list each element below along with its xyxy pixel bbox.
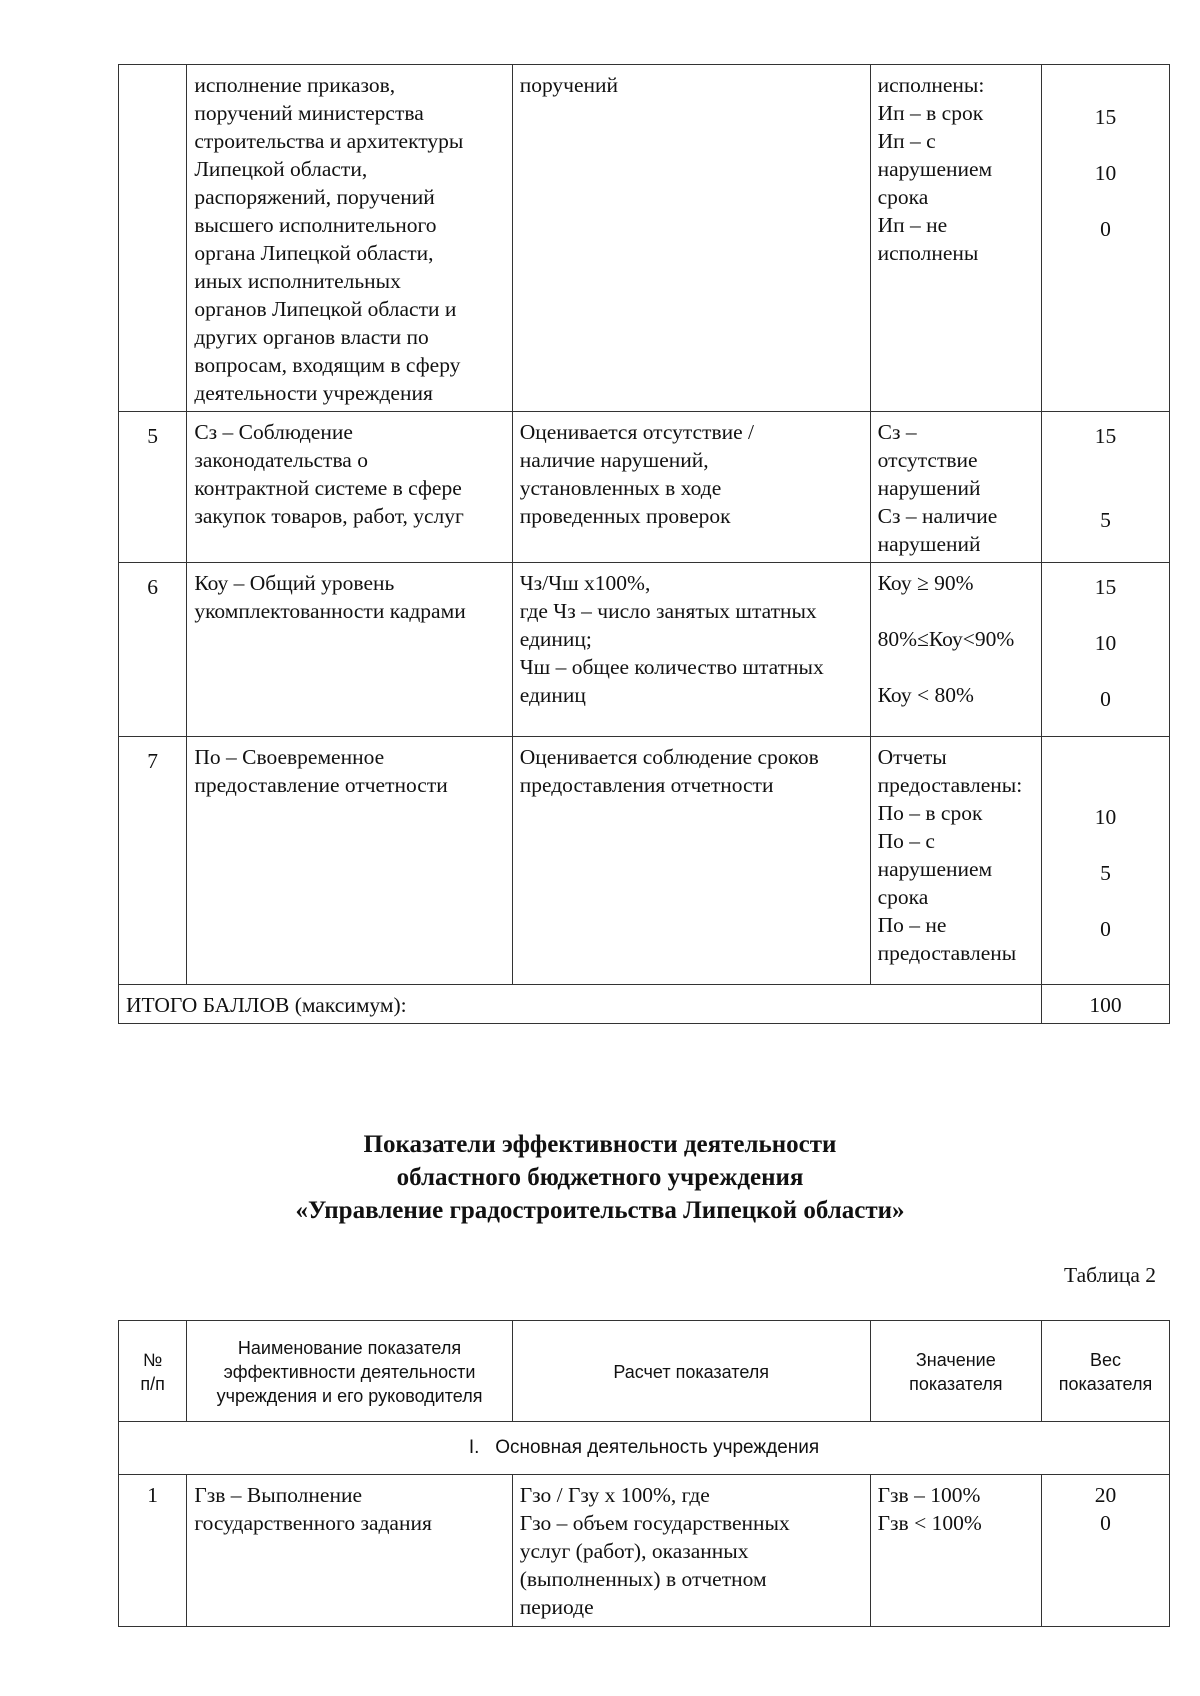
calculation-cell: Оценивается отсутствие / наличие нарушений, установленных в ходе проведенных проверок xyxy=(512,412,870,563)
indicators-table-continued xyxy=(118,64,1170,1024)
table-row xyxy=(119,412,1170,563)
indicator-name-cell: исполнение приказов, поручений министерства строительства и архитектуры Липецкой области, распоряжений, поручений высшего исполнительного органа Липецкой области, иных исполнительных органов Липецкой области и других органов власти по вопросам, входящим в сферу деятельности учреждения xyxy=(187,65,512,412)
calculation-cell: Гзо / Гзу х 100%, где Гзо – объем государственных услуг (работ), оказанных (выполненных) в отчетном периоде xyxy=(512,1475,870,1627)
row-number-cell xyxy=(119,65,187,412)
heading-line-1: Показатели эффективности деятельности xyxy=(363,1131,837,1158)
row-number-cell: 1 xyxy=(119,1475,187,1627)
table-row xyxy=(119,1475,1170,1627)
header-value: Значение показателя xyxy=(870,1321,1041,1422)
calculation-cell: Чз/Чш х100%, где Чз – число занятых штатных единиц; Чш – общее количество штатных единиц xyxy=(512,563,870,737)
header-name: Наименование показателя эффективности деятельности учреждения и его руководителя xyxy=(187,1321,512,1422)
value-cell: Гзв – 100% Гзв < 100% xyxy=(870,1475,1041,1627)
header-calc: Расчет показателя xyxy=(512,1321,870,1422)
value-cell: Сз – отсутствие нарушений Сз – наличие нарушений xyxy=(870,412,1041,563)
value-cell: Коу ≥ 90% 80%≤Коу<90% Коу < 80% xyxy=(870,563,1041,737)
section-heading xyxy=(0,1128,1200,1227)
indicator-name-cell: Коу – Общий уровень укомплектованности кадрами xyxy=(187,563,512,737)
indicator-name-cell: Сз – Соблюдение законодательства о контрактной системе в сфере закупок товаров, работ, услуг xyxy=(187,412,512,563)
weight-cell: 15 5 xyxy=(1041,412,1169,563)
table-row xyxy=(119,737,1170,985)
weight-cell: 20 0 xyxy=(1041,1475,1169,1627)
row-number-cell: 5 xyxy=(119,412,187,563)
heading-line-3: «Управление градостроительства Липецкой области» xyxy=(295,1197,905,1224)
table-row xyxy=(119,563,1170,737)
total-value: 100 xyxy=(1041,985,1169,1024)
header-weight: Вес показателя xyxy=(1041,1321,1169,1422)
indicator-name-cell: Гзв – Выполнение государственного задания xyxy=(187,1475,512,1627)
value-cell: исполнены: Ип – в срок Ип – с нарушением срока Ип – не исполнены xyxy=(870,65,1041,412)
total-label: ИТОГО БАЛЛОВ (максимум): xyxy=(119,985,1042,1024)
section-row xyxy=(119,1422,1170,1475)
table-row xyxy=(119,65,1170,412)
indicators-table-2 xyxy=(118,1320,1170,1627)
weight-cell: 10 5 0 xyxy=(1041,737,1169,985)
weight-cell: 15 10 0 xyxy=(1041,65,1169,412)
calculation-cell: поручений xyxy=(512,65,870,412)
heading-line-2: областного бюджетного учреждения xyxy=(396,1164,804,1191)
weight-cell: 15 10 0 xyxy=(1041,563,1169,737)
value-cell: Отчеты предоставлены: По – в срок По – с нарушением срока По – не предоставлены xyxy=(870,737,1041,985)
row-number-cell: 7 xyxy=(119,737,187,985)
indicator-name-cell: По – Своевременное предоставление отчетности xyxy=(187,737,512,985)
header-num: № п/п xyxy=(119,1321,187,1422)
calculation-cell: Оценивается соблюдение сроков предоставления отчетности xyxy=(512,737,870,985)
header-row xyxy=(119,1321,1170,1422)
table-caption: Таблица 2 xyxy=(1064,1263,1156,1287)
section-title: I. Основная деятельность учреждения xyxy=(119,1422,1170,1475)
total-row xyxy=(119,985,1170,1024)
row-number-cell: 6 xyxy=(119,563,187,737)
